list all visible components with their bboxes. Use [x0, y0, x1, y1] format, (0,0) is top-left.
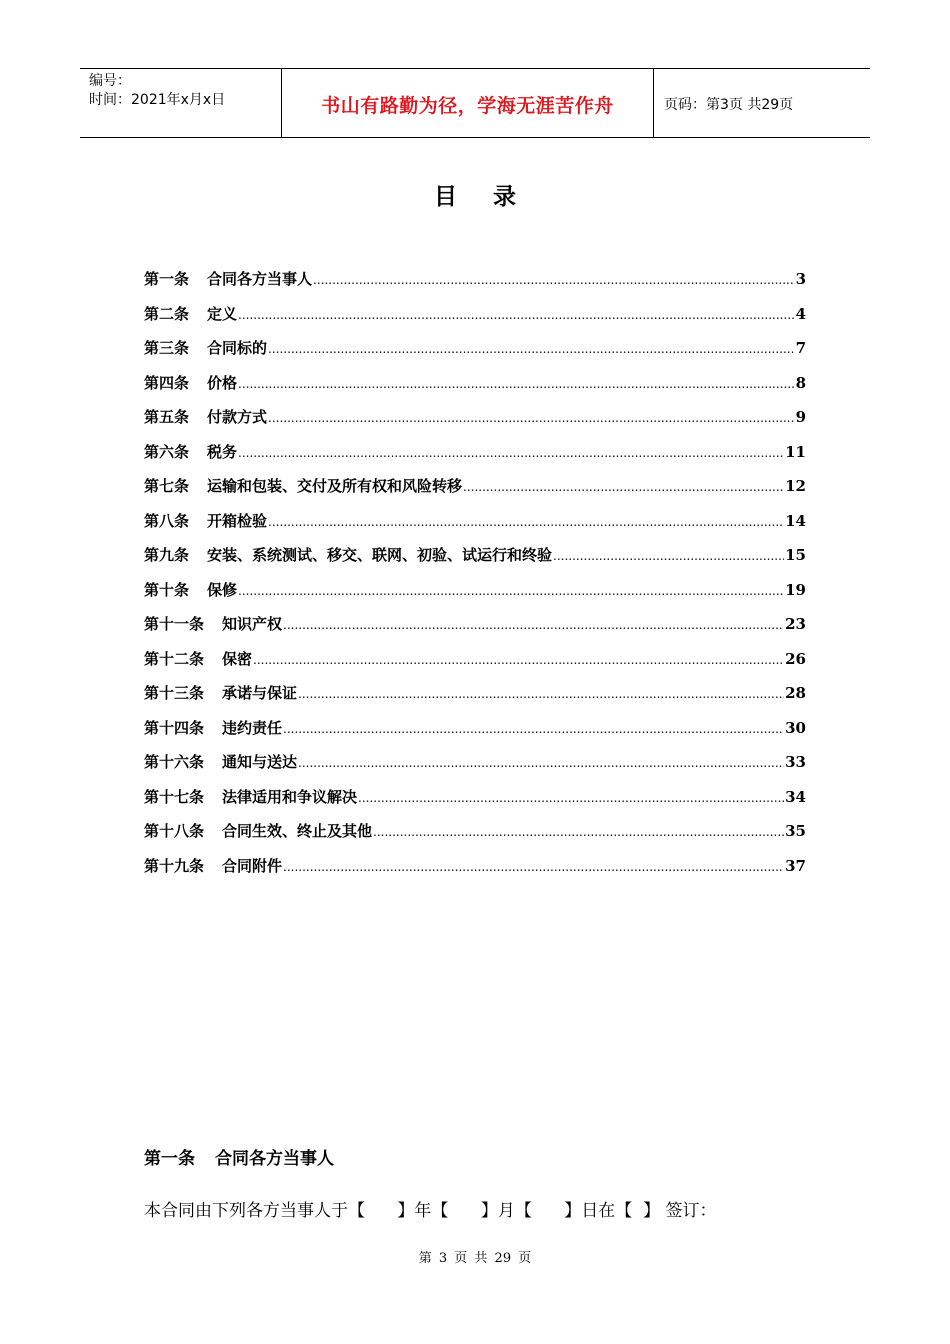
toc-entry-title: 开箱检验	[207, 511, 268, 530]
toc-entry-page: 26	[785, 649, 806, 668]
toc-entry-title: 合同生效、终止及其他	[222, 822, 373, 840]
toc-dot-leader	[268, 515, 784, 529]
toc-entry-number: 第二条	[144, 304, 190, 323]
toc-entry-title: 价格	[207, 373, 238, 392]
toc-entry-page: 33	[785, 753, 806, 771]
toc-entry[interactable]	[144, 372, 806, 407]
page-footer: 第 3 页 共 29 页	[418, 1251, 532, 1266]
toc-entry-page: 28	[785, 684, 806, 702]
toc-entry[interactable]	[144, 717, 806, 752]
toc-entry-title: 通知与送达	[222, 753, 298, 771]
toc-dot-leader	[283, 618, 784, 632]
document-header	[80, 68, 870, 138]
toc-entry-number: 第十条	[144, 580, 190, 599]
toc-entry-number: 第九条	[144, 546, 190, 564]
toc-entry[interactable]	[144, 303, 806, 338]
page-info: 页码：第3页 共29页	[664, 97, 794, 113]
toc-dot-leader	[253, 653, 784, 667]
number-label: 编号：	[89, 73, 131, 89]
toc-dot-leader	[358, 791, 784, 805]
toc-entry-page: 3	[795, 270, 806, 288]
toc-entry[interactable]	[144, 751, 806, 786]
toc-dot-leader	[283, 722, 784, 736]
toc-entry[interactable]	[144, 337, 806, 372]
toc-entry-title: 合同附件	[222, 856, 283, 875]
toc-entry-page: 19	[785, 580, 806, 599]
toc-entry-number: 第五条	[144, 408, 190, 426]
toc-entry[interactable]	[144, 613, 806, 648]
toc-entry-number: 第十六条	[144, 753, 205, 771]
toc-entry-number: 第四条	[144, 373, 190, 392]
toc-dot-leader	[373, 825, 784, 839]
motto-text: 书山有路勤为径，学海无涯苦作舟	[321, 95, 614, 117]
toc-entry[interactable]	[144, 855, 806, 890]
toc-dot-leader	[238, 446, 784, 460]
toc-entry-title: 保修	[207, 580, 238, 599]
toc-entry-page: 12	[785, 477, 806, 495]
toc-entry-number: 第一条	[144, 270, 190, 288]
header-motto-cell	[282, 69, 654, 137]
toc-dot-leader	[238, 308, 795, 322]
toc-entry-number: 第十三条	[144, 684, 205, 702]
body-paragraph: 本合同由下列各方当事人于【 】年【 】月【 】日在【 】 签订：	[144, 1201, 717, 1221]
toc-dot-leader	[313, 273, 795, 287]
toc-entry-title: 承诺与保证	[222, 684, 298, 702]
toc-entry[interactable]	[144, 786, 806, 821]
toc-entry-number: 第三条	[144, 339, 190, 357]
toc-entry-page: 35	[785, 822, 806, 840]
toc-dot-leader	[553, 549, 784, 563]
section-title: 合同各方当事人	[215, 1149, 334, 1169]
toc-entry[interactable]	[144, 544, 806, 579]
toc-entry-title: 合同各方当事人	[207, 270, 313, 288]
toc-entry[interactable]	[144, 579, 806, 614]
toc-entry-page: 15	[785, 546, 806, 564]
toc-entry-title: 违约责任	[222, 718, 283, 737]
toc-entry-number: 第十四条	[144, 718, 205, 737]
toc-entry[interactable]	[144, 406, 806, 441]
toc-entry[interactable]	[144, 820, 806, 855]
toc-dot-leader	[283, 860, 784, 874]
toc-entry[interactable]	[144, 441, 806, 476]
toc-entry-page: 30	[785, 718, 806, 737]
toc-entry[interactable]	[144, 475, 806, 510]
toc-dot-leader	[463, 480, 784, 494]
toc-title: 目 录	[433, 183, 530, 210]
toc-entry[interactable]	[144, 648, 806, 683]
toc-entry-title: 安装、系统测试、移交、联网、初验、试运行和终验	[207, 546, 553, 564]
toc-dot-leader	[238, 377, 795, 391]
toc-entry-title: 运输和包装、交付及所有权和风险转移	[207, 477, 463, 495]
section-number: 第一条	[144, 1149, 195, 1169]
toc-entry-number: 第七条	[144, 477, 190, 495]
header-meta-cell	[80, 69, 282, 137]
toc-entry-number: 第十九条	[144, 856, 205, 875]
toc-entry-number: 第八条	[144, 511, 190, 530]
toc-entry-page: 11	[785, 442, 806, 461]
toc-entry[interactable]	[144, 268, 806, 303]
toc-entry[interactable]	[144, 510, 806, 545]
toc-entry-page: 4	[795, 304, 806, 323]
time-label: 时间：2021年x月x日	[89, 92, 226, 108]
toc-entry-number: 第十二条	[144, 649, 205, 668]
toc-dot-leader	[298, 756, 784, 770]
toc-entry-page: 14	[785, 511, 806, 530]
toc-entry-number: 第十一条	[144, 615, 205, 633]
toc-dot-leader	[238, 584, 784, 598]
toc-entry-page: 7	[795, 339, 806, 357]
toc-entry-page: 9	[795, 408, 806, 426]
toc-entry-title: 合同标的	[207, 339, 268, 357]
toc-entry-title: 法律适用和争议解决	[222, 787, 358, 806]
toc-entry-title: 付款方式	[207, 408, 268, 426]
toc-dot-leader	[268, 342, 795, 356]
toc-entry-number: 第六条	[144, 442, 190, 461]
table-of-contents	[144, 268, 806, 889]
toc-entry-title: 税务	[207, 442, 238, 461]
toc-entry-page: 8	[795, 373, 806, 392]
toc-dot-leader	[268, 411, 795, 425]
toc-entry-number: 第十七条	[144, 787, 205, 806]
toc-entry-number: 第十八条	[144, 822, 205, 840]
toc-entry-page: 23	[785, 615, 806, 633]
toc-entry-title: 定义	[207, 304, 238, 323]
toc-entry-page: 37	[785, 856, 806, 875]
toc-entry[interactable]	[144, 682, 806, 717]
header-page-cell	[654, 69, 870, 137]
toc-entry-title: 保密	[222, 649, 253, 668]
toc-entry-page: 34	[785, 787, 806, 806]
toc-dot-leader	[298, 687, 784, 701]
section-heading	[144, 1144, 334, 1169]
toc-entry-title: 知识产权	[222, 615, 283, 633]
